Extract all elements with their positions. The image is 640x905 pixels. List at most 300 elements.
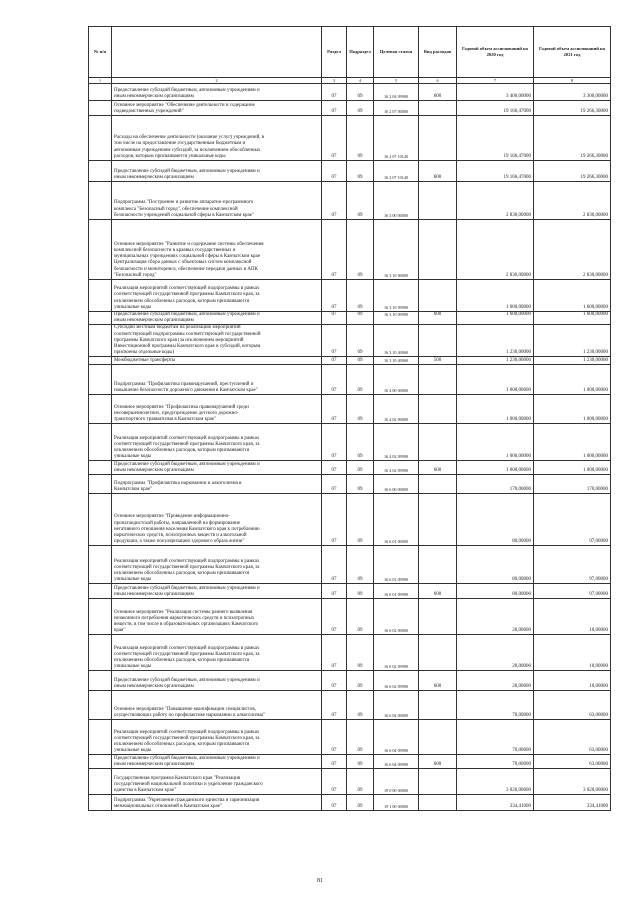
row-name-line: Реализация мероприятий соответствующей подпрограммы в рамках (114, 729, 260, 735)
row-section: 07 (322, 461, 347, 475)
row-name-line: единства в Камчатском крае" (114, 788, 176, 794)
row-volume-2020: 20,00000 (457, 599, 534, 635)
table-row (89, 494, 611, 546)
row-subsection: 09 (347, 357, 374, 365)
row-target-article: 16 6 01 00000 (374, 494, 419, 546)
table-row (89, 546, 611, 584)
row-section: 07 (322, 280, 347, 312)
row-volume-2021: 2 830,00000 (534, 182, 611, 220)
row-name-line: Основное мероприятие "Профилактика правонарушений среди (114, 404, 249, 410)
row-name-line: Предоставление субсидий бюджетным, автономным учреждениям и (114, 168, 260, 174)
table-row (89, 584, 611, 599)
row-target-article: 16 2 07 10140 (374, 161, 419, 182)
row-target-article: 16 4 00 00000 (374, 365, 419, 395)
row-number (89, 755, 112, 769)
row-volume-2021: 63,00000 (534, 720, 611, 755)
row-name-line: иным некоммерческим организациям (114, 318, 194, 324)
row-target-article: 16 6 02 09990 (374, 671, 419, 691)
row-name-line: иным некоммерческим организациям (114, 592, 194, 598)
row-name-line: иным некоммерческим организациям (114, 684, 194, 690)
row-volume-2021: 1 600,00000 (534, 280, 611, 312)
row-subsection: 09 (347, 365, 374, 395)
document-page (88, 26, 610, 811)
row-name-line: "Безопасный город" (114, 272, 157, 278)
row-number (89, 546, 112, 584)
row-name (112, 599, 322, 635)
row-name-line: муниципальных учреждениях социальной сферы в Камчатском крае (114, 254, 260, 260)
row-name (112, 84, 322, 101)
row-number (89, 461, 112, 475)
row-subsection: 09 (347, 635, 374, 671)
table-row (89, 365, 611, 395)
table-row (89, 357, 611, 365)
row-name-line: межнациональных отношений в Камчатском крае" (114, 804, 222, 810)
row-expense-type (419, 494, 457, 546)
row-section: 07 (322, 220, 347, 280)
row-volume-2020: 70,00000 (457, 720, 534, 755)
header-name (112, 27, 322, 78)
row-target-article: 16 3 10 40060 (374, 325, 419, 357)
row-name (112, 755, 322, 769)
row-number (89, 365, 112, 395)
row-name-line: Межбюджетные трансферты (114, 358, 176, 364)
row-target-article: 19 1 00 00000 (374, 795, 419, 811)
row-volume-2021: 1 230,00000 (534, 357, 611, 365)
row-name-line: осуществляющих работу по профилактике наркомании и алкоголизма" (114, 713, 266, 719)
row-number (89, 635, 112, 671)
row-section: 07 (322, 395, 347, 424)
row-name-line: государственной национальной политики и укрепление гражданского (114, 782, 263, 788)
row-name-line: Предоставление субсидий бюджетным, автономным учреждениям и (114, 87, 260, 93)
row-name-line: соответствующей государственной программы Камчатского края, за (114, 735, 260, 741)
row-number (89, 720, 112, 755)
row-name-line: Расходы на обеспечение деятельности (оказание услуг) учреждений, в (114, 135, 265, 141)
row-volume-2020: 80,00000 (457, 584, 534, 599)
row-volume-2020: 170,00000 (457, 475, 534, 494)
row-number (89, 182, 112, 220)
row-name-line: незаконного потребления наркотических средств и психотропных (114, 615, 255, 621)
row-volume-2021: 1 000,00000 (534, 365, 611, 395)
row-target-article: 16 4 02 09990 (374, 424, 419, 461)
row-volume-2020: 1 600,00000 (457, 280, 534, 312)
row-name-line: Инвестиционной программы Камчатского края и субсидий, которым (114, 344, 261, 350)
row-expense-type (419, 720, 457, 755)
row-name-line: Основное мероприятие "Реализация системы раннего выявления (114, 609, 253, 615)
row-number (89, 101, 112, 116)
row-name-line: Подпрограмма "Построение и развитие аппаратно-программного (114, 200, 254, 206)
row-number (89, 161, 112, 182)
row-subsection: 09 (347, 161, 374, 182)
row-expense-type (419, 395, 457, 424)
row-number (89, 116, 112, 161)
row-name-line: Основное мероприятие "Развитие и содержание системы обеспечения (114, 241, 264, 247)
row-subsection: 09 (347, 691, 374, 720)
row-number (89, 475, 112, 494)
row-volume-2021: 19 266,30000 (534, 116, 611, 161)
row-expense-type: 600 (419, 755, 457, 769)
column-number: 8 (534, 78, 611, 84)
row-name-line: соответствующей государственной программы Камчатского края, за (114, 564, 260, 570)
row-section: 07 (322, 182, 347, 220)
row-name-line: соответствующей подпрограммы соответствующей государственной (114, 331, 261, 337)
row-name-line: Реализация мероприятий соответствующей подпрограммы в рамках (114, 558, 260, 564)
row-expense-type (419, 795, 457, 811)
row-target-article: 16 6 01 09990 (374, 546, 419, 584)
row-volume-2020: 1 600,00000 (457, 312, 534, 325)
row-name-line: подведомственных учреждений" (114, 108, 184, 114)
row-subsection: 09 (347, 461, 374, 475)
row-expense-type (419, 599, 457, 635)
row-target-article: 16 6 04 09990 (374, 720, 419, 755)
row-volume-2020: 2 830,00000 (457, 182, 534, 220)
table-row (89, 84, 611, 101)
row-name-line: исключением обособленных расходов, которым присваиваются (114, 742, 250, 748)
row-subsection: 09 (347, 182, 374, 220)
table-row (89, 671, 611, 691)
row-name-line: продукции, а также популяризацию здорового образа жизни" (114, 539, 245, 545)
row-volume-2020: 70,00000 (457, 691, 534, 720)
row-volume-2021: 3 020,00000 (534, 769, 611, 795)
row-target-article: 16 3 10 00000 (374, 220, 419, 280)
row-number (89, 769, 112, 795)
row-target-article: 16 2 07 00000 (374, 101, 419, 116)
row-name-line: Предоставление субсидий бюджетным, автономным учреждениям и (114, 462, 260, 468)
row-volume-2020: 20,00000 (457, 635, 534, 671)
row-volume-2020: 334,41000 (457, 795, 534, 811)
row-name-line: уникальные коды (114, 577, 152, 583)
row-name-line: присвоены отдельные коды) (114, 350, 175, 356)
row-name-line: транспортного травматизма в Камчатском крае" (114, 417, 217, 423)
row-subsection: 09 (347, 720, 374, 755)
row-volume-2021: 334,41000 (534, 795, 611, 811)
page-number: 81 (317, 878, 323, 884)
row-volume-2020: 1 000,00000 (457, 395, 534, 424)
row-volume-2020: 3 020,00000 (457, 769, 534, 795)
column-number: 6 (419, 78, 457, 84)
row-section: 07 (322, 325, 347, 357)
row-subsection: 09 (347, 312, 374, 325)
row-target-article: 16 6 00 00000 (374, 475, 419, 494)
row-subsection: 09 (347, 755, 374, 769)
table-row (89, 161, 611, 182)
row-target-article: 19 0 00 00000 (374, 769, 419, 795)
column-number: 5 (374, 78, 419, 84)
row-subsection: 09 (347, 546, 374, 584)
row-expense-type (419, 546, 457, 584)
column-number: 3 (322, 78, 347, 84)
row-expense-type: 600 (419, 312, 457, 325)
row-name-line: Субсидии местным бюджетам на реализацию мероприятий (114, 325, 241, 331)
row-target-article: 16 2 07 10140 (374, 116, 419, 161)
row-name-line: расходов, которым присваиваются уникальные коды (114, 153, 226, 159)
row-volume-2020: 19 166,47000 (457, 101, 534, 116)
row-volume-2021: 1 230,00000 (534, 325, 611, 357)
row-section: 07 (322, 101, 347, 116)
row-volume-2020: 80,00000 (457, 494, 534, 546)
row-subsection: 09 (347, 280, 374, 312)
table-row (89, 475, 611, 494)
row-section: 07 (322, 116, 347, 161)
row-name (112, 691, 322, 720)
row-subsection: 09 (347, 116, 374, 161)
row-name (112, 546, 322, 584)
row-volume-2021: 1 000,00000 (534, 395, 611, 424)
row-number (89, 84, 112, 101)
row-section: 07 (322, 494, 347, 546)
table-row (89, 635, 611, 671)
row-target-article: 16 3 10 40060 (374, 357, 419, 365)
row-volume-2021: 170,00000 (534, 475, 611, 494)
row-expense-type: 600 (419, 671, 457, 691)
row-number (89, 325, 112, 357)
row-volume-2021: 97,00000 (534, 546, 611, 584)
row-target-article: 16 3 10 09990 (374, 280, 419, 312)
row-volume-2021: 19 266,30000 (534, 161, 611, 182)
row-section: 07 (322, 161, 347, 182)
row-name-line: Предоставление субсидий бюджетным, автономным учреждениям и (114, 678, 260, 684)
row-volume-2021: 1 000,00000 (534, 424, 611, 461)
row-name-line: иным некоммерческим организациям (114, 762, 194, 768)
row-section: 07 (322, 755, 347, 769)
row-subsection: 09 (347, 769, 374, 795)
row-target-article: 16 3 10 09990 (374, 312, 419, 325)
row-name-line: исключением обособленных расходов, которым присваиваются (114, 658, 250, 664)
row-name-line: Подпрограмма "Укрепление гражданского единства и гармонизация (114, 798, 260, 804)
row-number (89, 584, 112, 599)
row-section: 07 (322, 546, 347, 584)
row-name (112, 795, 322, 811)
row-name-line: иным некоммерческим организациям (114, 468, 194, 474)
table-row (89, 182, 611, 220)
row-name (112, 720, 322, 755)
row-section: 07 (322, 584, 347, 599)
row-number (89, 671, 112, 691)
table-row (89, 395, 611, 424)
row-name-line: пропагандистской работы, направленной на формирование (114, 520, 241, 526)
row-volume-2021: 10,00000 (534, 671, 611, 691)
row-target-article: 16 6 04 00000 (374, 691, 419, 720)
row-name (112, 325, 322, 357)
row-section: 07 (322, 769, 347, 795)
row-subsection: 09 (347, 671, 374, 691)
row-volume-2021: 10,00000 (534, 599, 611, 635)
row-number (89, 395, 112, 424)
row-number (89, 691, 112, 720)
row-volume-2021: 2 830,00000 (534, 220, 611, 280)
row-volume-2020: 20,00000 (457, 671, 534, 691)
row-name-line: Основное мероприятие "Обеспечение деятельности и содержание (114, 102, 255, 108)
header-expense-type: Вид расходов (419, 27, 457, 78)
row-name (112, 161, 322, 182)
table-row (89, 769, 611, 795)
row-volume-2020: 2 830,00000 (457, 220, 534, 280)
row-section: 07 (322, 599, 347, 635)
header-volume-2021: Годовой объем ассигнований на 2021 год (534, 27, 611, 78)
row-name (112, 584, 322, 599)
row-name-line: Подпрограмма "Профилактика правонарушений, преступлений и (114, 382, 254, 388)
row-name-line: соответствующей государственной программы Камчатского края, за (114, 292, 260, 298)
row-section: 07 (322, 84, 347, 101)
row-name (112, 312, 322, 325)
row-name-line: исключением обособленных расходов, которым присваиваются (114, 571, 250, 577)
row-name-line: уникальные коды (114, 664, 152, 670)
row-volume-2020: 70,00000 (457, 755, 534, 769)
row-number (89, 220, 112, 280)
row-subsection: 09 (347, 599, 374, 635)
row-name-line: Реализация мероприятий соответствующей подпрограммы в рамках (114, 435, 260, 441)
table-row (89, 116, 611, 161)
table-row (89, 755, 611, 769)
row-number (89, 280, 112, 312)
row-name (112, 395, 322, 424)
column-number: 7 (457, 78, 534, 84)
row-target-article: 16 6 01 09990 (374, 584, 419, 599)
row-volume-2020: 19 166,47000 (457, 116, 534, 161)
row-subsection: 09 (347, 584, 374, 599)
row-name-line: Реализация мероприятий соответствующей подпрограммы в рамках (114, 286, 260, 292)
row-name (112, 475, 322, 494)
row-expense-type (419, 220, 457, 280)
row-expense-type (419, 691, 457, 720)
row-number (89, 312, 112, 325)
row-subsection: 09 (347, 325, 374, 357)
row-name-line: несовершеннолетних, предупреждение детского дорожно- (114, 411, 239, 417)
row-name (112, 220, 322, 280)
row-name-line: исключением обособленных расходов, которым присваиваются (114, 298, 250, 304)
row-name-line: программы Камчатского края (за исключением мероприятий (114, 337, 244, 343)
table-row (89, 720, 611, 755)
row-target-article: 16 6 04 09990 (374, 755, 419, 769)
row-target-article: 16 6 02 00000 (374, 599, 419, 635)
table-row (89, 424, 611, 461)
row-section: 07 (322, 671, 347, 691)
row-expense-type (419, 769, 457, 795)
budget-table (88, 26, 611, 811)
row-name (112, 365, 322, 395)
row-subsection: 09 (347, 424, 374, 461)
row-name (112, 116, 322, 161)
row-volume-2020: 1 230,00000 (457, 325, 534, 357)
row-name-line: Основное мероприятие "Проведение информационно- (114, 514, 230, 520)
table-header-row (89, 27, 611, 78)
row-name-line: Государственная программа Камчатского края "Реализация (114, 775, 241, 781)
row-subsection: 09 (347, 84, 374, 101)
column-number: 4 (347, 78, 374, 84)
row-volume-2020: 1 000,00000 (457, 424, 534, 461)
row-expense-type (419, 475, 457, 494)
column-number: 1 (89, 78, 112, 84)
row-name (112, 280, 322, 312)
row-target-article: 16 4 02 00000 (374, 395, 419, 424)
row-number (89, 424, 112, 461)
row-name-line: комплекса "Безопасный город", обеспечение комплексной (114, 206, 238, 212)
row-name-line: уникальные коды (114, 454, 152, 460)
row-expense-type (419, 182, 457, 220)
row-name (112, 769, 322, 795)
table-row (89, 280, 611, 312)
row-section: 07 (322, 635, 347, 671)
row-volume-2021: 19 266,30000 (534, 101, 611, 116)
row-subsection: 09 (347, 494, 374, 546)
row-name (112, 671, 322, 691)
row-name (112, 424, 322, 461)
row-expense-type (419, 325, 457, 357)
row-name-line: комплексной безопасности в краевых государственных и (114, 247, 236, 253)
row-expense-type (419, 280, 457, 312)
table-row (89, 691, 611, 720)
table-row (89, 461, 611, 475)
row-expense-type (419, 116, 457, 161)
row-target-article: 16 4 02 09990 (374, 461, 419, 475)
column-number: 2 (112, 78, 322, 84)
row-name-line: том числе на предоставление государственным бюджетным и (114, 141, 246, 147)
row-name (112, 635, 322, 671)
row-name-line: безопасности и мониторинга, обеспечение передачи данных в АПК (114, 266, 258, 272)
row-name-line: автономным учреждениям субсидий, за исключением обособленных (114, 147, 261, 153)
row-volume-2021: 1 600,00000 (534, 312, 611, 325)
table-row (89, 220, 611, 280)
header-subsection: Подраздел (347, 27, 374, 78)
table-body (89, 84, 611, 811)
row-name-line: исключением обособленных расходов, которым присваиваются (114, 448, 250, 454)
row-volume-2020: 1 000,00000 (457, 365, 534, 395)
row-subsection: 09 (347, 101, 374, 116)
row-volume-2021: 63,00000 (534, 755, 611, 769)
row-name-line: Предоставление субсидий бюджетным, автономным учреждениям и (114, 586, 260, 592)
row-volume-2020: 3 400,00000 (457, 84, 534, 101)
row-subsection: 09 (347, 475, 374, 494)
row-volume-2021: 63,00000 (534, 691, 611, 720)
row-name-line: Подпрограмма "Профилактика наркомании и алкоголизма в (114, 481, 242, 487)
row-number (89, 599, 112, 635)
row-name-line: края" (114, 628, 126, 634)
row-number (89, 795, 112, 811)
header-section: Раздел (322, 27, 347, 78)
row-name-line: уникальные коды (114, 748, 152, 754)
row-expense-type: 500 (419, 357, 457, 365)
row-name-line: негативного отношения населения Камчатского края к потреблению (114, 526, 260, 532)
row-expense-type (419, 101, 457, 116)
row-number (89, 494, 112, 546)
row-name-line: соответствующей государственной программы Камчатского края, за (114, 441, 260, 447)
row-name-line: Предоставление субсидий бюджетным, автономным учреждениям и (114, 756, 260, 762)
row-subsection: 09 (347, 795, 374, 811)
row-name-line: повышение безопасности дорожного движения в Камчатском крае" (114, 388, 258, 394)
row-name-line: Камчатском крае" (114, 487, 153, 493)
row-target-article: 16 2 04 09900 (374, 84, 419, 101)
row-name-line: иным некоммерческим организациям (114, 174, 194, 180)
row-target-article: 16 6 02 09990 (374, 635, 419, 671)
row-name (112, 101, 322, 116)
table-row (89, 101, 611, 116)
row-name-line: Централизация сбора данных с объектовых систем комплексной (114, 260, 252, 266)
row-volume-2021: 10,00000 (534, 635, 611, 671)
row-volume-2021: 1 000,00000 (534, 461, 611, 475)
row-section: 07 (322, 475, 347, 494)
row-volume-2021: 3 300,00000 (534, 84, 611, 101)
row-expense-type (419, 424, 457, 461)
row-expense-type (419, 635, 457, 671)
row-section: 07 (322, 424, 347, 461)
row-section: 07 (322, 312, 347, 325)
row-name-line: уникальные коды (114, 304, 152, 310)
row-section: 07 (322, 365, 347, 395)
row-name-line: веществ, в том числе в образовательных организациях Камчатского (114, 622, 259, 628)
row-expense-type: 600 (419, 161, 457, 182)
row-section: 07 (322, 795, 347, 811)
row-volume-2020: 80,00000 (457, 546, 534, 584)
row-volume-2020: 19 166,47000 (457, 161, 534, 182)
